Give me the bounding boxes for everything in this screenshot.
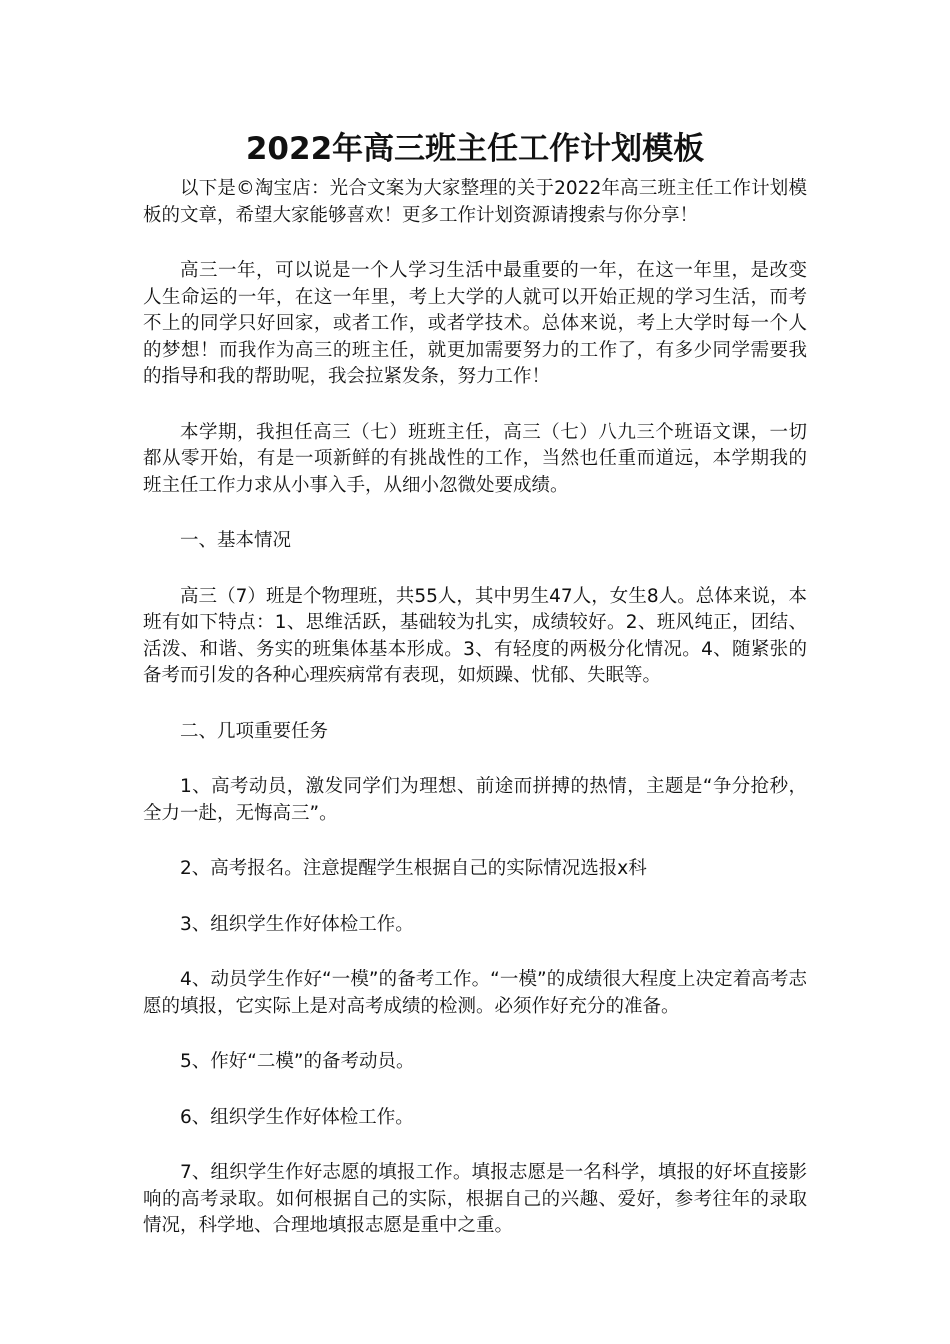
document-body [143,128,807,1269]
list-item: 4、动员学生作好“一模”的备考工作。“一模”的成绩很大程度上决定着高考志愿的填报，它实际上是对高考成绩的检测。必须作好充分的准备。 [143,969,807,1017]
list-item: 7、组织学生作好志愿的填报工作。填报志愿是一名科学，填报的好坏直接影响的高考录取。如何根据自己的实际，根据自己的兴趣、爱好，参考往年的录取情况，科学地、合理地填报志愿是重中之重。 [143,1162,807,1236]
body-paragraph: 高三（7）班是个物理班，共55人，其中男生47人，女生8人。总体来说，本班有如下特点：1、思维活跃，基础较为扎实，成绩较好。2、班风纯正，团结、活泼、和谐、务实的班集体基本形成。3、有轻度的两极分化情况。4、随紧张的备考而引发的各种心理疾病常有表现，如烦躁、忧郁、失眠等。 [143,585,807,686]
section-heading: 二、几项重要任务 [180,720,329,742]
page-title: 2022年高三班主任工作计划模板 [245,131,705,167]
body-paragraph: 本学期，我担任高三（七）班班主任，高三（七）八九三个班语文课，一切都从零开始，有是一项新鲜的有挑战性的工作，当然也任重而道远，本学期我的班主任工作力求从小事入手，从细小忽微处要成绩。 [143,421,807,496]
section-heading: 一、基本情况 [180,530,292,551]
list-item: 5、作好“二模”的备考动员。 [180,1051,415,1072]
list-item: 2、高考报名。注意提醒学生根据自己的实际情况选报x科 [180,858,647,879]
list-item: 1、高考动员，激发同学们为理想、前途而拼搏的热情，主题是“争分抢秒，全力一赴，无悔高三”。 [143,776,807,824]
body-paragraph: 高三一年，可以说是一个人学习生活中最重要的一年，在这一年里，是改变人生命运的一年，在这一年里，考上大学的人就可以开始正规的学习生活，而考不上的同学只好回家，或者工作，或者学技术。总体来说，考上大学时每一个人的梦想！而我作为高三的班主任，就更加需要努力的工作了，有多少同学需要我的指导和我的帮助呢，我会拉紧发条，努力工作！ [143,260,807,387]
list-item: 6、组织学生作好体检工作。 [180,1106,414,1128]
intro-paragraph: 以下是©淘宝店：光合文案为大家整理的关于2022年高三班主任工作计划模板的文章，希望大家能够喜欢！更多工作计划资源请搜索与你分享！ [143,178,807,226]
list-item: 3、组织学生作好体检工作。 [180,913,414,935]
